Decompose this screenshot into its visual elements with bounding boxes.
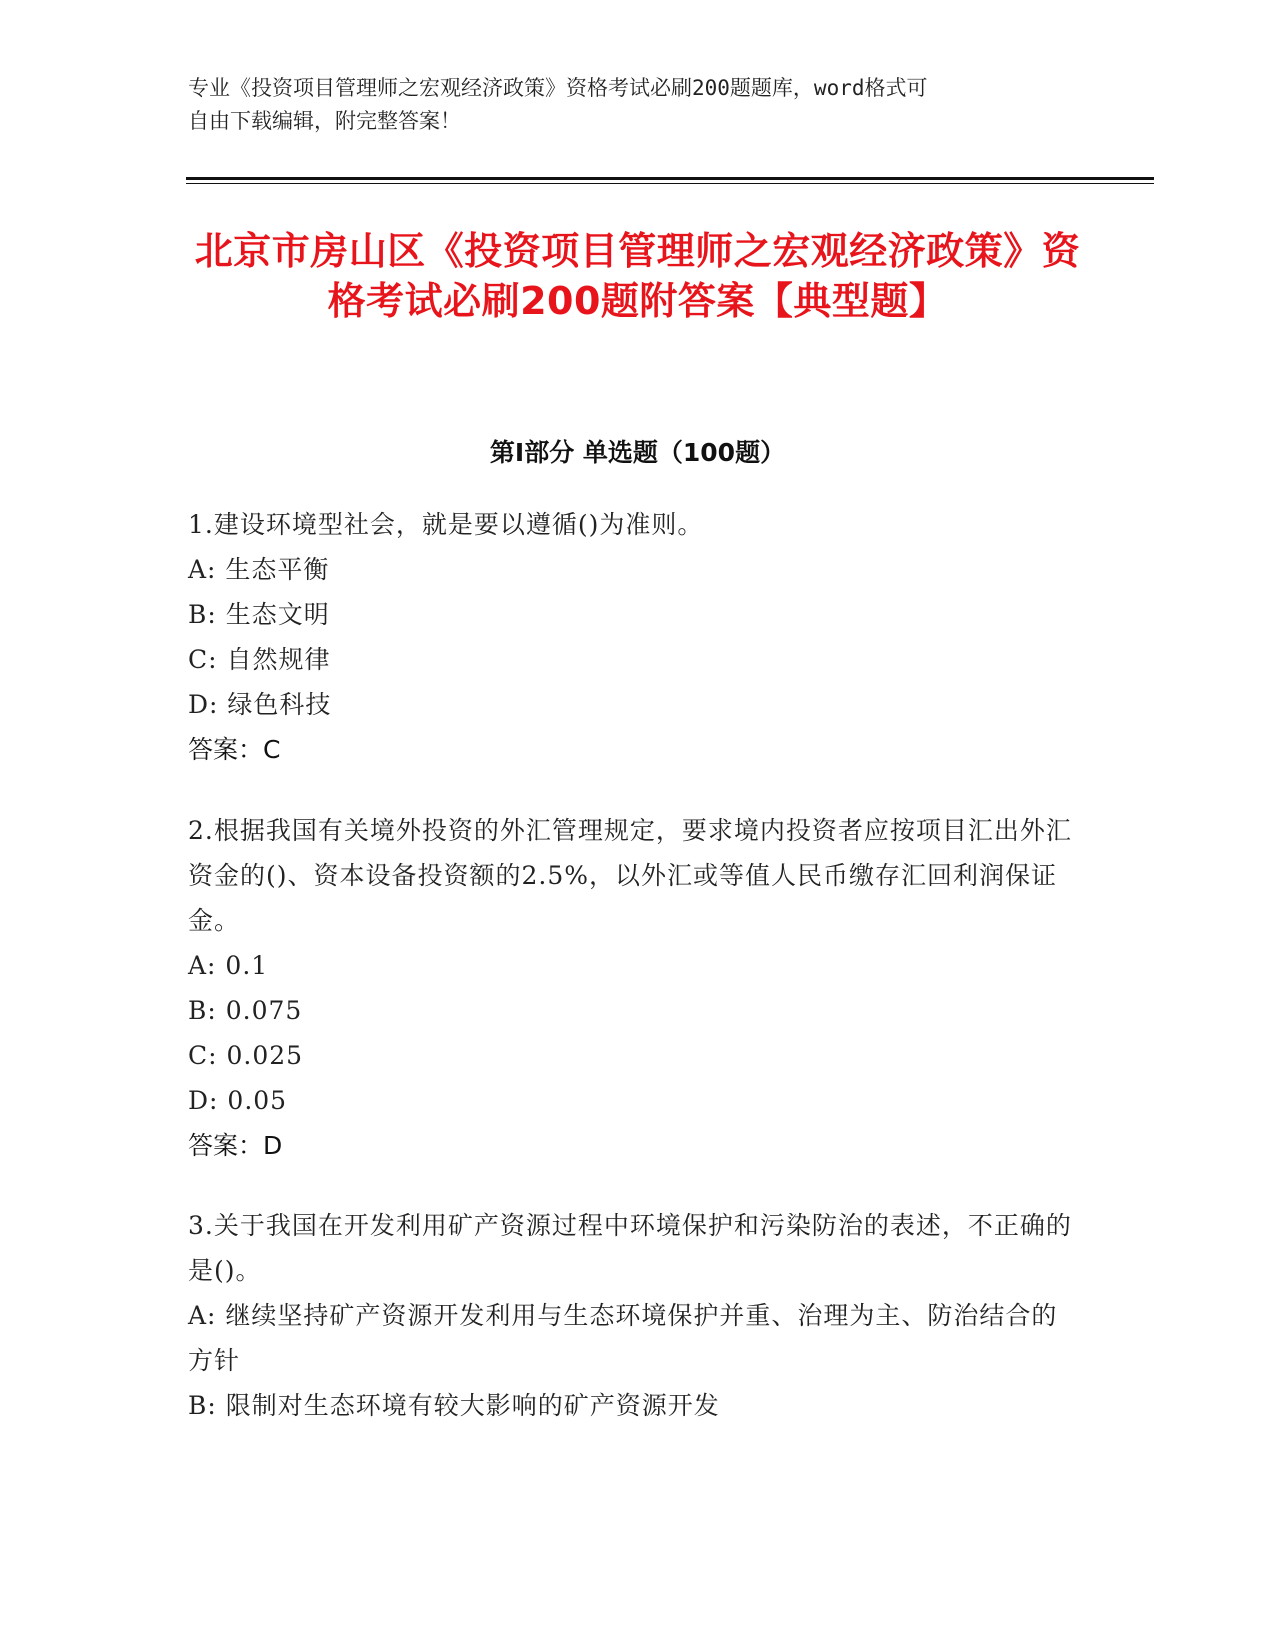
answer: 答案：D <box>188 1131 283 1160</box>
section-title: 第I部分 单选题（100题） <box>489 438 786 467</box>
option-b: B: 0.075 <box>188 996 303 1025</box>
question-1 <box>188 502 1078 772</box>
header-rule-thick <box>186 177 1154 180</box>
header-note: 专业《投资项目管理师之宏观经济政策》资格考试必刷200题题库，word格式可 自由下载编辑，附完整答案！ <box>188 76 928 133</box>
question-stem: 1.建设环境型社会，就是要以遵循()为准则。 <box>188 510 704 539</box>
option-b: B: 生态文明 <box>188 600 330 629</box>
header-rule-thin <box>186 183 1154 184</box>
option-b: B: 限制对生态环境有较大影响的矿产资源开发 <box>188 1391 720 1420</box>
option-c: C: 0.025 <box>188 1041 304 1070</box>
question-stem: 3.关于我国在开发利用矿产资源过程中环境保护和污染防治的表述，不正确的是()。 <box>188 1211 1072 1285</box>
option-a: A: 生态平衡 <box>188 555 330 584</box>
option-a: A: 继续坚持矿产资源开发利用与生态环境保护并重、治理为主、防治结合的方针 <box>188 1301 1058 1375</box>
question-stem: 2.根据我国有关境外投资的外汇管理规定，要求境内投资者应按项目汇出外汇资金的()、资本设备投资额的2.5%，以外汇或等值人民币缴存汇回利润保证金。 <box>188 816 1072 935</box>
option-c: C: 自然规律 <box>188 645 331 674</box>
question-3 <box>188 1203 1078 1428</box>
answer: 答案：C <box>188 735 281 764</box>
document-title: 北京市房山区《投资项目管理师之宏观经济政策》资格考试必刷200题附答案【典型题】 <box>194 229 1081 323</box>
option-a: A: 0.1 <box>188 951 269 980</box>
option-d: D: 绿色科技 <box>188 690 332 719</box>
option-d: D: 0.05 <box>188 1086 288 1115</box>
question-2 <box>188 808 1078 1168</box>
